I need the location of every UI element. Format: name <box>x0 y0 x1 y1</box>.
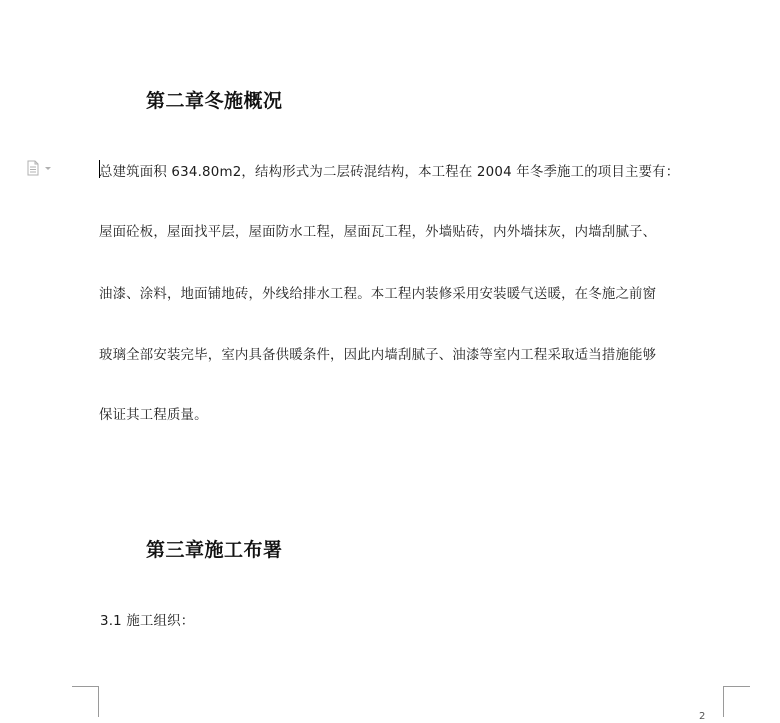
paragraph-line[interactable]: 保证其工程质量。 <box>99 408 208 423</box>
crop-mark-left <box>72 686 99 717</box>
paragraph-marker-button[interactable] <box>26 160 56 176</box>
crop-mark-right <box>723 686 750 717</box>
section-3-1-heading[interactable]: 3.1 施工组织： <box>100 614 195 629</box>
paragraph-line[interactable]: 屋面砼板，屋面找平层，屋面防水工程，屋面瓦工程，外墙贴砖，内外墙抹灰，内墙刮腻子、 <box>99 225 657 240</box>
chapter-3-title: 第三章施工布署 <box>146 539 283 561</box>
paragraph-line[interactable]: 油漆、涂料，地面铺地砖，外线给排水工程。本工程内装修采用安装暖气送暖，在冬施之前窗 <box>99 287 657 302</box>
chevron-down-icon <box>45 167 51 170</box>
document-paragraph-icon <box>26 160 56 176</box>
paragraph-line[interactable]: 玻璃全部安装完毕，室内具备供暖条件，因此内墙刮腻子、油漆等室内工程采取适当措施能够 <box>99 348 657 363</box>
chapter-2-title: 第二章冬施概况 <box>146 90 283 112</box>
paragraph-line[interactable]: 总建筑面积 634.80m2，结构形式为二层砖混结构，本工程在 2004 年冬季施工的项目主要有： <box>99 165 680 180</box>
page-number: 2 <box>699 711 706 722</box>
